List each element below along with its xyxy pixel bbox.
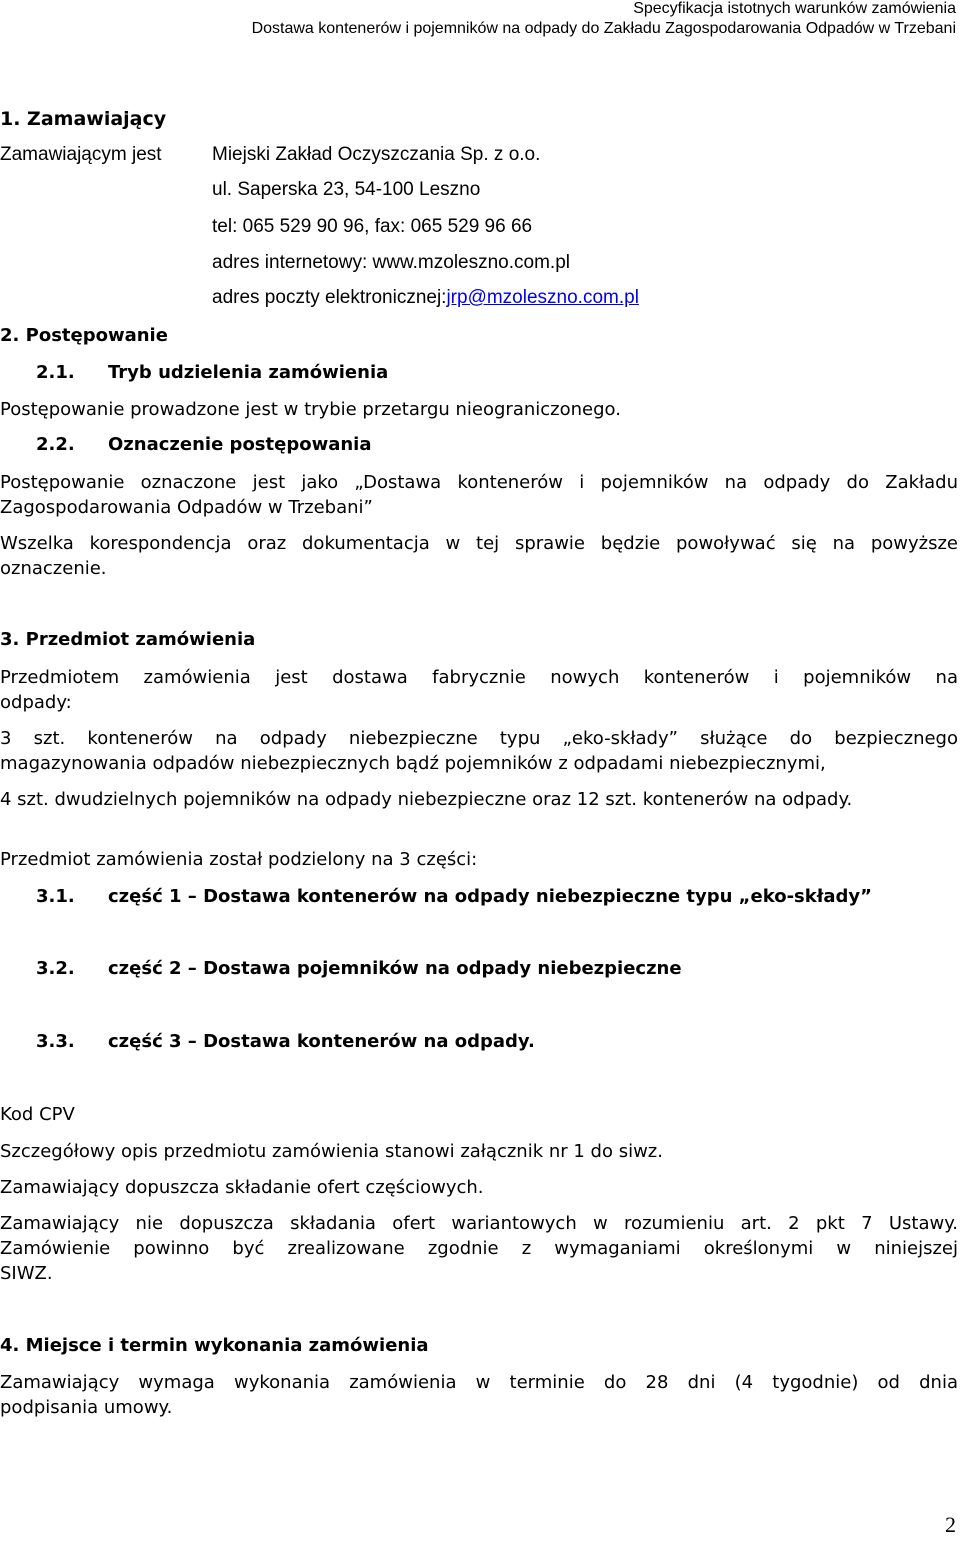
section-4-heading: 4. Miejsce i termin wykonania zamówienia [0, 1335, 429, 1356]
part-3-title: część 3 – Dostawa kontenerów na odpady. [108, 1031, 535, 1052]
procedure-mode-text: Postępowanie prowadzone jest w trybie przetargu nieograniczonego. [0, 399, 621, 420]
section-2-heading: 2. Postępowanie [0, 325, 168, 346]
contracting-label: Zamawiającym jest [0, 144, 162, 165]
variant-offers-line3: SIWZ. [0, 1263, 53, 1284]
header-subtitle: Dostawa kontenerów i pojemników na odpady do Zakładu Zagospodarowania Odpadów w Trzebani [251, 20, 956, 37]
section-1-heading: 1. Zamawiający [0, 108, 167, 130]
part-3-number: 3.3. [36, 1031, 75, 1052]
section-2-2-number: 2.2. [36, 434, 75, 455]
variant-offers-line1: Zamawiający nie dopuszcza składania ofert wariantowych w rozumieniu art. 2 pkt 7 Ustawy. [0, 1213, 958, 1234]
part-2-number: 3.2. [36, 958, 75, 979]
subject-intro-line2: odpady: [0, 692, 72, 713]
part-1-number: 3.1. [36, 886, 75, 907]
correspondence-line1: Wszelka korespondencja oraz dokumentacja w tej sprawie będzie powoływać się na powyższe [0, 533, 958, 554]
subject-item1-line2: magazynowania odpadów niebezpiecznych bądź pojemników z odpadami niebezpiecznymi, [0, 753, 826, 774]
procedure-designation-line1: Postępowanie oznaczone jest jako „Dostawa kontenerów i pojemników na odpady do Zakładu [0, 472, 958, 493]
contracting-name: Miejski Zakład Oczyszczania Sp. z o.o. [212, 144, 541, 165]
email-label: adres poczty elektronicznej: [212, 287, 447, 308]
section-3-heading: 3. Przedmiot zamówienia [0, 629, 256, 650]
variant-offers-line2: Zamówienie powinno być zrealizowane zgodnie z wymaganiami określonymi w niniejszej [0, 1238, 958, 1259]
correspondence-line2: oznaczenie. [0, 558, 107, 579]
page-number: 2 [945, 1512, 956, 1537]
deadline-line2: podpisania umowy. [0, 1397, 173, 1418]
partial-offers: Zamawiający dopuszcza składanie ofert częściowych. [0, 1177, 484, 1198]
subject-item2: 4 szt. dwudzielnych pojemników na odpady niebezpieczne oraz 12 szt. kontenerów na odpady. [0, 789, 853, 810]
subject-item1-line1: 3 szt. kontenerów na odpady niebezpieczne typu „eko-składy” służące do bezpiecznego [0, 728, 958, 749]
part-1-title: część 1 – Dostawa kontenerów na odpady niebezpieczne typu „eko-składy” [108, 886, 872, 907]
part-2-title: część 2 – Dostawa pojemników na odpady niebezpieczne [108, 958, 682, 979]
section-2-1-number: 2.1. [36, 362, 75, 383]
contracting-email-line [212, 287, 639, 309]
section-2-2-title: Oznaczenie postępowania [108, 434, 372, 455]
detail-description: Szczegółowy opis przedmiotu zamówienia stanowi załącznik nr 1 do siwz. [0, 1141, 663, 1162]
subject-intro-line1: Przedmiotem zamówienia jest dostawa fabrycznie nowych kontenerów i pojemników na [0, 667, 958, 688]
section-2-1-title: Tryb udzielenia zamówienia [108, 362, 389, 383]
parts-intro: Przedmiot zamówienia został podzielony na 3 części: [0, 849, 478, 870]
contracting-street: ul. Saperska 23, 54-100 Leszno [212, 179, 481, 200]
email-link[interactable]: jrp@mzoleszno.com.pl [446, 287, 639, 308]
header-title: Specyfikacja istotnych warunków zamówienia [633, 0, 956, 17]
contracting-phone: tel: 065 529 90 96, fax: 065 529 96 66 [212, 216, 533, 237]
contracting-www: adres internetowy: www.mzoleszno.com.pl [212, 252, 570, 273]
deadline-line1: Zamawiający wymaga wykonania zamówienia w terminie do 28 dni (4 tygodnie) od dnia [0, 1372, 958, 1393]
procedure-designation-line2: Zagospodarowania Odpadów w Trzebani” [0, 497, 373, 518]
cpv-code: Kod CPV [0, 1104, 75, 1125]
